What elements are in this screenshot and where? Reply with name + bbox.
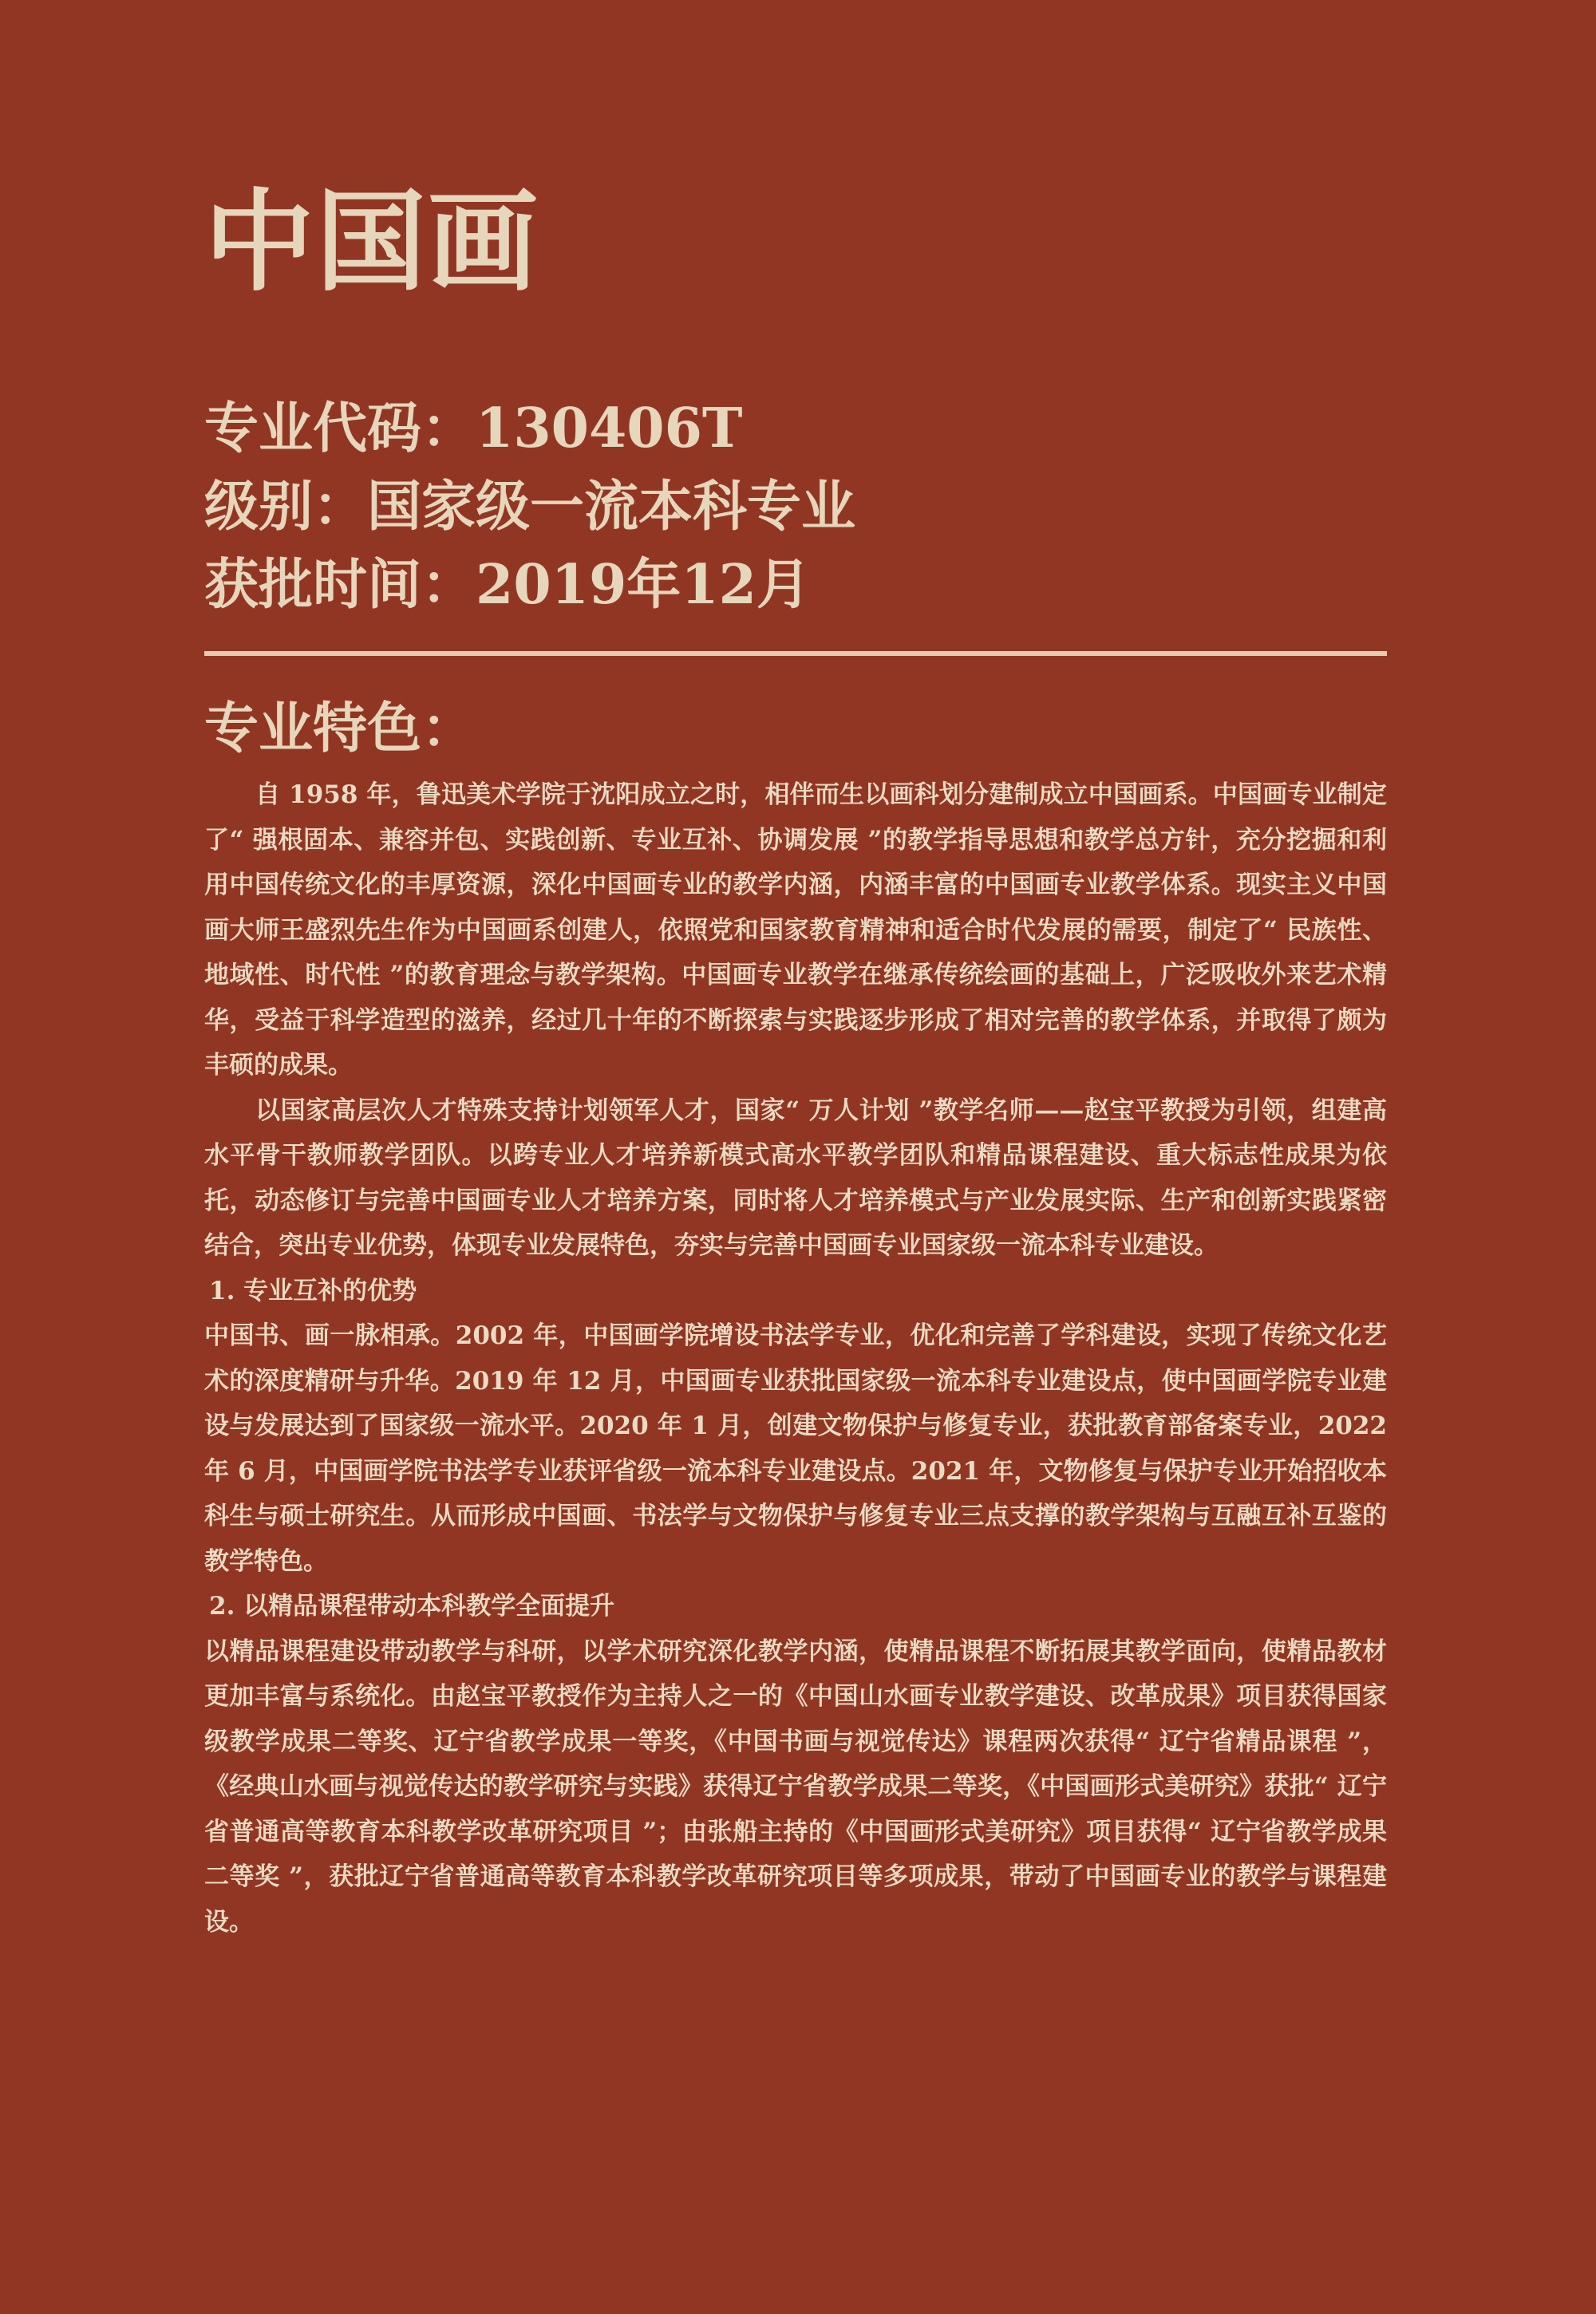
features-heading: 专业特色： <box>204 697 476 760</box>
point-1-text: 中国书、画一脉相承。2002 年，中国画学院增设书法学专业，优化和完善了学科建设，实现了传统文化艺术的深度精研与升华。2019 年 12 月，中国画专业获批国家级一流本科专业建设点，使中国画学院专业建设与发展达到了国家级一流水平。2020 年 1 月，创建文物保护与修复专业，获批教育部备案专业，2022 年 6 月，中国画学院书法学专业获评省级一流本科专业建设点。2021 年，文物修复与保护专业开始招收本科生与硕士研究生。从而形成中国画、书法学与文物保护与修复专业三点支撑的教学架构与互融互补互鉴的教学特色。 <box>204 1321 1387 1576</box>
page-title: 中国画 <box>204 176 540 306</box>
major-info <box>204 389 855 624</box>
features-body <box>204 772 1387 1945</box>
features-paragraph-1: 自 1958 年，鲁迅美术学院于沈阳成立之时，相伴而生以画科划分建制成立中国画系。中国画专业制定了“ 强根固本、兼容并包、实践创新、专业互补、协调发展 ”的教学指导思想和教学总方针，充分挖掘和利用中国传统文化的丰厚资源，深化中国画专业的教学内涵，内涵丰富的中国画专业教学体系。现实主义中国画大师王盛烈先生作为中国画系创建人，依照党和国家教育精神和适合时代发展的需要，制定了“ 民族性、地域性、时代性 ”的教育理念与教学架构。中国画专业教学在继承传统绘画的基础上，广泛吸收外来艺术精华，受益于科学造型的滋养，经过几十年的不断探索与实践逐步形成了相对完善的教学体系，并取得了颇为丰硕的成果。 <box>204 780 1387 1080</box>
divider <box>204 651 1387 656</box>
point-2-heading: 2. 以精品课程带动本科教学全面提升 <box>209 1592 615 1621</box>
major-level: 级别：国家级一流本科专业 <box>204 475 856 539</box>
point-1-heading: 1. 专业互补的优势 <box>209 1276 417 1305</box>
major-code: 专业代码：130406T <box>204 397 743 460</box>
point-2-text: 以精品课程建设带动教学与科研，以学术研究深化教学内涵，使精品课程不断拓展其教学面向，使精品教材更加丰富与系统化。由赵宝平教授作为主持人之一的《中国山水画专业教学建设、改革成果》项目获得国家级教学成果二等奖、辽宁省教学成果一等奖，《中国书画与视觉传达》课程两次获得“ 辽宁省精品课程 ”，《经典山水画与视觉传达的教学研究与实践》获得辽宁省教学成果二等奖，《中国画形式美研究》获批“ 辽宁省普通高等教育本科教学改革研究项目 ”；由张船主持的《中国画形式美研究》项目获得“ 辽宁省教学成果二等奖 ”，获批辽宁省普通高等教育本科教学改革研究项目等多项成果，带动了中国画专业的教学与课程建设。 <box>204 1637 1387 1937</box>
features-paragraph-2: 以国家高层次人才特殊支持计划领军人才，国家“ 万人计划 ”教学名师——赵宝平教授为引领，组建高水平骨干教师教学团队。以跨专业人才培养新模式高水平教学团队和精品课程建设、重大标志性成果为依托，动态修订与完善中国画专业人才培养方案，同时将人才培养模式与产业发展实际、生产和创新实践紧密结合，突出专业优势，体现专业发展特色，夯实与完善中国画专业国家级一流本科专业建设。 <box>204 1096 1387 1260</box>
approval-date: 获批时间：2019年12月 <box>204 553 811 617</box>
